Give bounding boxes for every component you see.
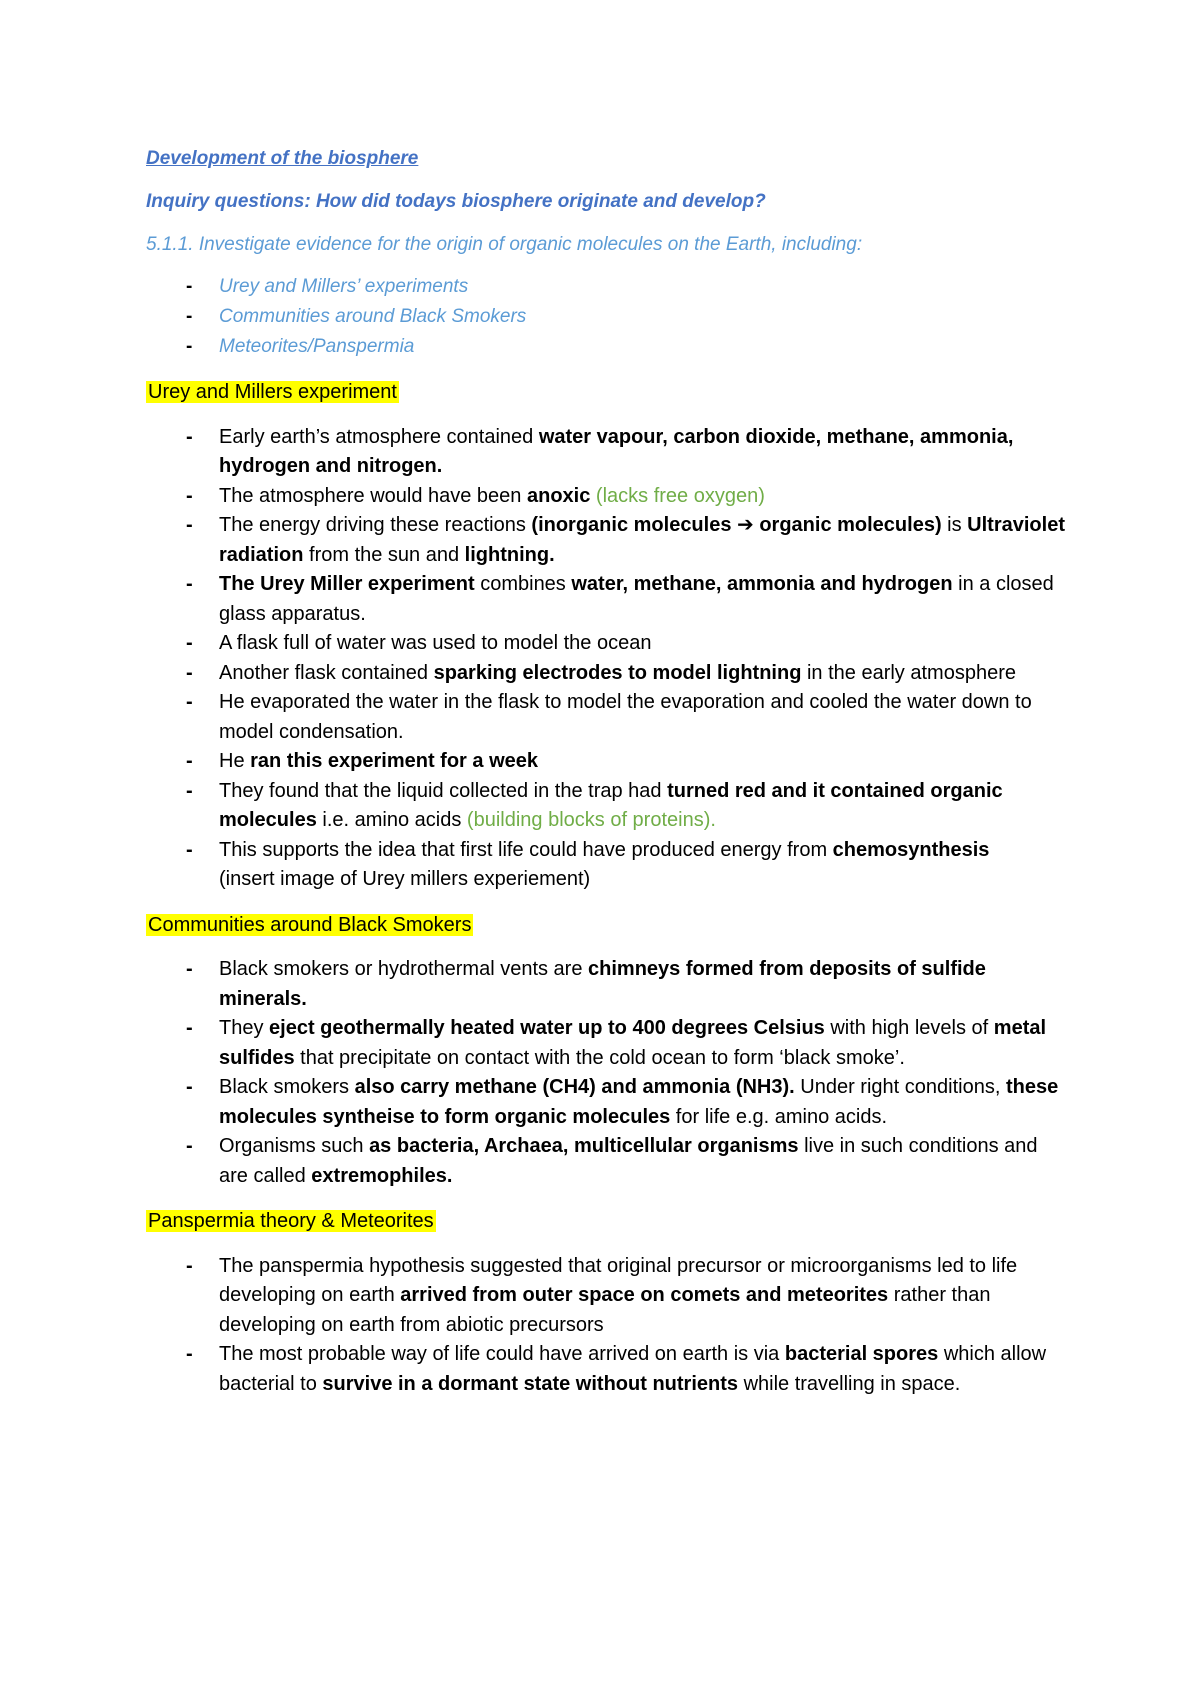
note-text: They xyxy=(219,1017,270,1040)
notes-list xyxy=(146,423,1066,895)
syllabus-item-text: Meteorites/Panspermia xyxy=(219,336,415,357)
bold-text: turned red and it contained organic molecules xyxy=(219,779,1003,832)
note-text: for life e.g. amino acids. xyxy=(670,1105,888,1128)
bold-text: as bacteria, Archaea, multicellular organisms xyxy=(369,1135,799,1158)
note-text: This supports the idea that first life could have produced energy from xyxy=(219,838,833,861)
bold-text: ran this experiment for a week xyxy=(250,750,539,773)
bullet-dash: - xyxy=(186,750,193,773)
note-text: combines xyxy=(474,573,572,596)
bold-text: eject geothermally heated water up to 400 degrees Celsius xyxy=(269,1017,825,1040)
note-text: Black smokers xyxy=(219,1076,355,1099)
note-text: rather than developing on earth from abiotic precursors xyxy=(219,1284,991,1336)
note-text: live in such conditions and are called xyxy=(219,1135,1038,1187)
note-item xyxy=(146,423,1066,482)
bold-text: Ultraviolet radiation xyxy=(219,514,1065,566)
bold-text: lightning. xyxy=(464,543,555,566)
bold-text: chimneys formed from deposits of sulfide minerals. xyxy=(219,958,986,1010)
note-text: They found that the liquid collected in the trap had xyxy=(219,779,668,802)
notes-list xyxy=(146,955,1066,1191)
note-text: The most probable way of life could have arrived on earth is via xyxy=(219,1343,785,1366)
bullet-dash: - xyxy=(186,573,193,596)
note-text: with high levels of xyxy=(824,1017,994,1040)
note-text: which allow bacterial to xyxy=(219,1343,1047,1395)
note-item xyxy=(146,777,1066,836)
bullet-dash: - xyxy=(186,1135,193,1158)
note-text: He evaporated the water in the flask to model the evaporation and cooled the water down to model condensation. xyxy=(219,691,1032,743)
bullet-dash: - xyxy=(186,336,193,357)
bullet-dash: - xyxy=(186,691,193,714)
bullet-dash: - xyxy=(186,838,193,861)
note-text: that precipitate on contact with the cold ocean to form ‘black smoke’. xyxy=(294,1046,905,1069)
note-text: Early earth’s atmosphere contained xyxy=(219,425,539,448)
bullet-dash: - xyxy=(186,1076,193,1099)
note-text: Black smokers or hydrothermal vents are xyxy=(219,958,589,981)
bold-text: water, methane, ammonia and hydrogen xyxy=(571,573,953,596)
note-text: The atmosphere would have been xyxy=(219,484,527,507)
syllabus-item xyxy=(146,302,1066,332)
bold-text: sparking electrodes to model lightning xyxy=(433,661,802,684)
highlighted-heading: Panspermia theory & Meteorites xyxy=(148,1210,434,1233)
bold-text: metal sulfides xyxy=(219,1017,1047,1069)
bullet-dash: - xyxy=(186,1254,193,1277)
note-item xyxy=(146,629,1066,659)
syllabus-item xyxy=(146,332,1066,362)
note-item xyxy=(146,511,1066,570)
note-text: is xyxy=(941,514,968,537)
note-item xyxy=(146,1132,1066,1191)
bullet-dash: - xyxy=(186,306,193,327)
note-text: He xyxy=(219,750,251,773)
document-body xyxy=(146,146,1066,1399)
note-item xyxy=(146,1340,1066,1399)
note-text: while travelling in space. xyxy=(738,1372,961,1395)
section-heading xyxy=(146,378,1066,406)
bullet-dash: - xyxy=(186,661,193,684)
syllabus-item xyxy=(146,272,1066,302)
section-urey-miller xyxy=(146,378,1066,895)
bullet-dash: - xyxy=(186,276,193,297)
bold-text: (inorganic molecules ➔ organic molecules) xyxy=(531,514,942,537)
highlighted-heading: Urey and Millers experiment xyxy=(148,381,397,403)
bullet-dash: - xyxy=(186,1343,193,1366)
section-heading xyxy=(146,1207,1066,1235)
note-text: i.e. amino acids xyxy=(316,809,467,832)
bold-text: extremophiles. xyxy=(311,1164,453,1187)
syllabus-point: 5.1.1. Investigate evidence for the origin of organic molecules on the Earth, including: xyxy=(146,234,863,255)
note-item xyxy=(146,688,1066,747)
note-item xyxy=(146,1073,1066,1132)
note-text: The panspermia hypothesis suggested that original precursor or microorganisms led to life developing on earth xyxy=(219,1254,1018,1307)
notes-list xyxy=(146,1252,1066,1400)
green-note-text: (building blocks of proteins). xyxy=(466,809,716,832)
note-item xyxy=(146,570,1066,629)
inquiry-question: Inquiry questions: How did todays biosphere originate and develop? xyxy=(146,191,766,212)
note-text: (insert image of Urey millers experiement) xyxy=(219,868,591,891)
bullet-dash: - xyxy=(186,484,193,507)
bullet-dash: - xyxy=(186,779,193,802)
note-text: A flask full of water was used to model the ocean xyxy=(219,632,652,655)
bold-text: The Urey Miller experiment xyxy=(219,573,475,596)
note-text: Another flask contained xyxy=(219,661,434,684)
bold-text: water vapour, carbon dioxide, methane, ammonia, hydrogen and nitrogen. xyxy=(219,425,1014,478)
note-item xyxy=(146,1252,1066,1341)
bold-text: anoxic xyxy=(526,484,591,507)
note-item xyxy=(146,482,1066,512)
note-text: in the early atmosphere xyxy=(801,661,1016,684)
syllabus-item-text: Urey and Millers’ experiments xyxy=(219,276,469,297)
note-item xyxy=(146,955,1066,1014)
note-text: in a closed glass apparatus. xyxy=(219,573,1054,625)
section-panspermia xyxy=(146,1207,1066,1399)
note-text: Under right conditions, xyxy=(794,1076,1006,1099)
bold-text: arrived from outer space on comets and meteorites xyxy=(400,1284,889,1307)
bullet-dash: - xyxy=(186,425,193,448)
bold-text: also carry methane (CH4) and ammonia (NH3). xyxy=(354,1076,795,1099)
document-title: Development of the biosphere xyxy=(146,148,419,169)
note-item xyxy=(146,747,1066,777)
syllabus-list xyxy=(146,272,1066,362)
note-item xyxy=(146,836,1066,895)
note-text: from the sun and xyxy=(303,543,465,566)
note-text: The energy driving these reactions xyxy=(219,514,532,537)
section-heading xyxy=(146,911,1066,939)
bold-text: these molecules syntheise to form organic molecules xyxy=(219,1076,1059,1128)
bullet-dash: - xyxy=(186,958,193,981)
bold-text: survive in a dormant state without nutrients xyxy=(322,1372,739,1395)
bold-text: chemosynthesis xyxy=(832,838,990,861)
highlighted-heading: Communities around Black Smokers xyxy=(148,913,472,936)
bold-text: bacterial spores xyxy=(784,1343,939,1366)
bullet-dash: - xyxy=(186,1017,193,1040)
note-item xyxy=(146,1014,1066,1073)
section-black-smokers xyxy=(146,911,1066,1192)
bullet-dash: - xyxy=(186,632,193,655)
note-item xyxy=(146,659,1066,689)
syllabus-item-text: Communities around Black Smokers xyxy=(219,306,527,327)
bullet-dash: - xyxy=(186,514,193,537)
green-note-text: (lacks free oxygen) xyxy=(595,484,765,507)
note-text: Organisms such xyxy=(219,1135,370,1158)
